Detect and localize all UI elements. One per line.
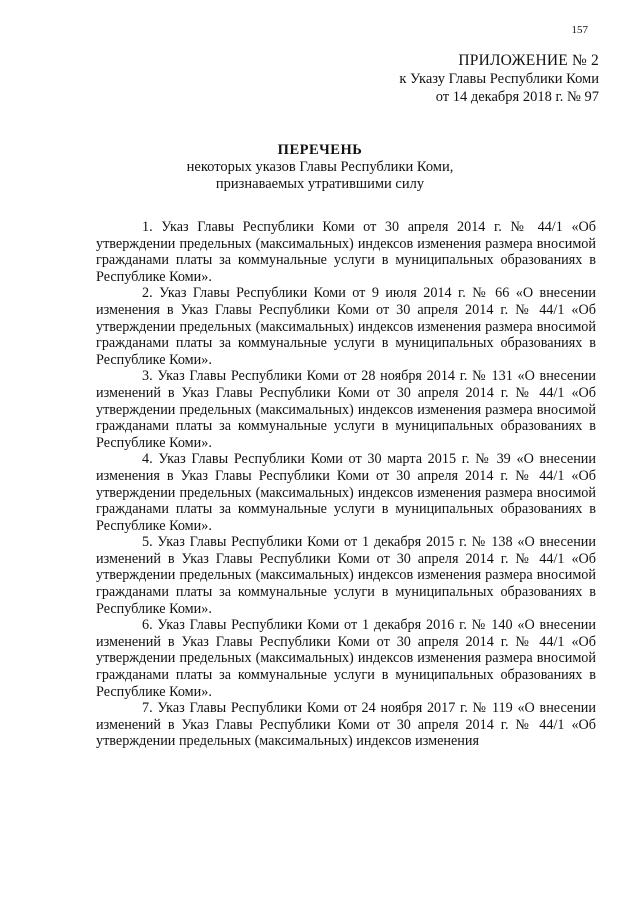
document-title: ПЕРЕЧЕНЬ (277, 142, 363, 158)
document-subtitle-line-1: некоторых указов Главы Республики Коми, (186, 159, 454, 175)
decree-item-1: 1. Указ Главы Республики Коми от 30 апреля 2014 г. № 44/1 «Об утверждении предельных (максимальных) индексов изменения размера вносимой гражданами платы за коммунальные услуги в муниципальных образованиях в Республике Коми». (96, 219, 596, 285)
decree-item-5: 5. Указ Главы Республики Коми от 1 декабря 2015 г. № 138 «О внесении изменений в Указ Главы Республики Коми от 30 апреля 2014 г. № 44/1 «Об утверждении предельных (максимальных) индексов изменения размера вносимой гражданами платы за коммунальные услуги в муниципальных образованиях в Республике Коми». (96, 534, 596, 617)
decree-list (96, 219, 596, 750)
decree-item-3: 3. Указ Главы Республики Коми от 28 ноября 2014 г. № 131 «О внесении изменений в Указ Главы Республики Коми от 30 апреля 2014 г. № 44/1 «Об утверждении предельных (максимальных) индексов изменения размера вносимой гражданами платы за коммунальные услуги в муниципальных образованиях в Республике Коми». (96, 368, 596, 451)
document-heading (0, 141, 640, 193)
decree-item-7: 7. Указ Главы Республики Коми от 24 ноября 2017 г. № 119 «О внесении изменений в Указ Главы Республики Коми от 30 апреля 2014 г. № 44/1 «Об утверждении предельных (максимальных) индексов изменения (96, 700, 596, 750)
decree-item-4: 4. Указ Главы Республики Коми от 30 марта 2015 г. № 39 «О внесении изменения в Указ Главы Республики Коми от 30 апреля 2014 г. № 44/1 «Об утверждении предельных (максимальных) индексов изменения размера вносимой гражданами платы за коммунальные услуги в муниципальных образованиях в Республике Коми». (96, 451, 596, 534)
decree-item-2: 2. Указ Главы Республики Коми от 9 июля 2014 г. № 66 «О внесении изменения в Указ Главы Республики Коми от 30 апреля 2014 г. № 44/1 «Об утверждении предельных (максимальных) индексов изменения размера вносимой гражданами платы за коммунальные услуги в муниципальных образованиях в Республике Коми». (96, 285, 596, 368)
page-number: 157 (571, 24, 588, 36)
appendix-date-line: от 14 декабря 2018 г. № 97 (435, 89, 599, 105)
document-subtitle-line-2: признаваемых утратившими силу (215, 176, 425, 192)
decree-item-6: 6. Указ Главы Республики Коми от 1 декабря 2016 г. № 140 «О внесении изменений в Указ Главы Республики Коми от 30 апреля 2014 г. № 44/1 «Об утверждении предельных (максимальных) индексов изменения размера вносимой гражданами платы за коммунальные услуги в муниципальных образованиях в Республике Коми». (96, 617, 596, 700)
appendix-title: ПРИЛОЖЕНИЕ № 2 (458, 52, 599, 69)
appendix-block (399, 52, 599, 106)
appendix-reference-line: к Указу Главы Республики Коми (399, 71, 599, 87)
